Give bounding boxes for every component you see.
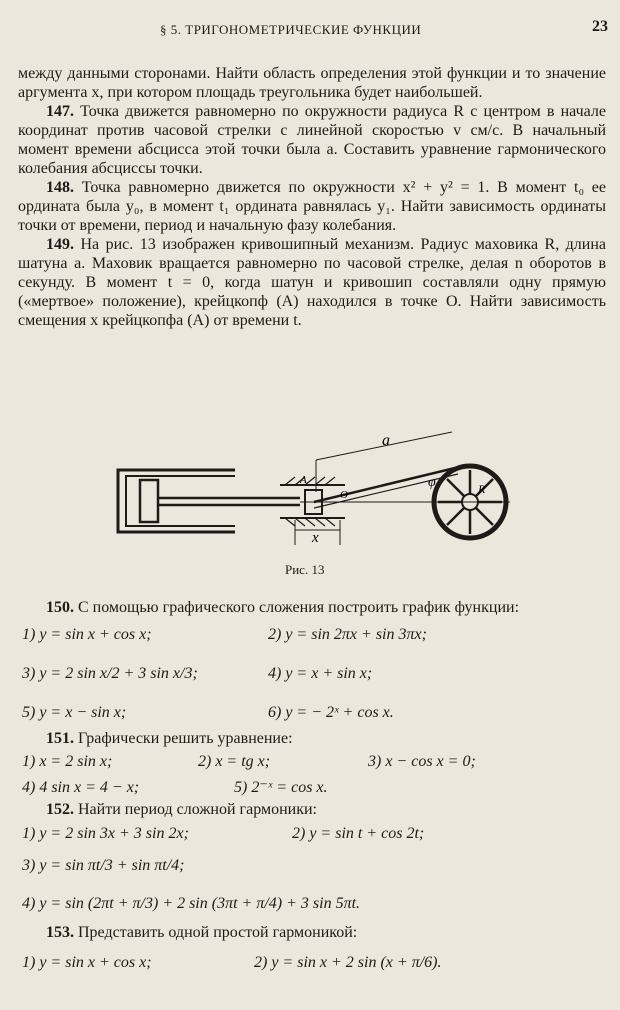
problem-text: Точка равномерно движется по окружности x² + y² = 1. В момент t₀ ее ордината была y₀, в момент t₁ ордината равнялась y₁. Найти зависимость ординаты точки от времени, период и начальную фазу колебания. (18, 179, 606, 234)
problem-text: Графически решить уравнение: (78, 730, 293, 747)
item-row (18, 651, 608, 695)
label-R: R (478, 482, 486, 496)
problem-147 (18, 102, 606, 178)
problem-text: Точка движется равномерно по окружности радиуса R с центром в начале координат против часовой стрелки с линейной скоростью v см/с. В начальный момент времени абсцисса этой точки была a. Составить уравнение гармонического колебания абсциссы точки. (18, 103, 607, 177)
problem-151 (18, 729, 608, 748)
problem-number: 148. (46, 179, 74, 196)
formula-item: 2) y = sin t + cos 2t; (292, 824, 425, 842)
item-row (18, 883, 608, 923)
formula-item: 5) 2⁻ˣ = cos x. (234, 778, 328, 796)
formula-item: 2) y = sin x + 2 sin (x + π/6). (254, 953, 442, 971)
problem-number: 151. (46, 730, 74, 747)
label-A: A (300, 474, 307, 486)
item-row (18, 942, 608, 982)
formula-item: 1) y = sin x + cos x; (22, 953, 152, 971)
label-O: O (340, 489, 348, 501)
problem-text: На рис. 13 изображен кривошипный механизм. Радиус маховика R, длина шатуна a. Маховик вращается равномерно по часовой стрелке, делая n оборотов в секунду. В момент t = 0, когда шатун и кривошип составляли одну прямую («мертвое» положение), крейцкопф (A) находился в точке O. Найти зависимость смещения x крейцкопфа (A) от времени t. (18, 236, 607, 329)
problem-153 (18, 923, 608, 942)
item-row (18, 695, 608, 729)
figure-caption: Рис. 13 (285, 562, 325, 577)
problem-text: Найти период сложной гармоники: (78, 801, 317, 818)
intro-paragraph: между данными сторонами. Найти область определения этой функции и то значение аргумента x, при котором площадь треугольника будет наибольшей. (18, 65, 606, 101)
problem-number: 153. (46, 924, 74, 941)
formula-item: 3) y = sin πt/3 + sin πt/4; (22, 856, 185, 874)
label-a: a (382, 432, 390, 449)
formula-item: 3) x − cos x = 0; (368, 752, 476, 770)
item-row (18, 748, 608, 774)
problem-number: 149. (46, 236, 74, 253)
section-title: § 5. ТРИГОНОМЕТРИЧЕСКИЕ ФУНКЦИИ (160, 22, 422, 37)
formula-item: 6) y = − 2ˣ + cos x. (268, 703, 394, 721)
problem-149 (18, 235, 606, 330)
problem-150 (18, 598, 608, 617)
formula-item: 1) y = sin x + cos x; (22, 625, 152, 643)
formula-item: 2) y = sin 2πx + sin 3πx; (268, 625, 427, 643)
crank-mechanism-figure (100, 430, 520, 580)
item-row (18, 847, 608, 883)
running-header (0, 18, 620, 42)
problem-text-block (18, 64, 606, 330)
formula-item: 1) x = 2 sin x; (22, 752, 113, 770)
formula-item: 3) y = 2 sin x/2 + 3 sin x/3; (22, 664, 198, 682)
page-number: 23 (592, 18, 608, 35)
exercises-block (18, 598, 608, 982)
item-row (18, 774, 608, 800)
problem-number: 150. (46, 599, 74, 616)
label-x: x (312, 530, 319, 546)
problem-text: С помощью графического сложения построить график функции: (78, 599, 520, 616)
problem-152 (18, 800, 608, 819)
formula-item: 4) y = sin (2πt + π/3) + 2 sin (3πt + π/4) + 3 sin 5πt. (22, 894, 361, 912)
problem-148 (18, 178, 606, 235)
item-row (18, 819, 608, 847)
problem-number: 152. (46, 801, 74, 818)
formula-item: 2) x = tg x; (198, 752, 271, 770)
item-row (18, 617, 608, 651)
formula-item: 4) 4 sin x = 4 − x; (22, 778, 140, 796)
problem-text: Представить одной простой гармоникой: (78, 924, 358, 941)
formula-item: 4) y = x + sin x; (268, 664, 373, 682)
formula-item: 1) y = 2 sin 3x + 3 sin 2x; (22, 824, 189, 842)
formula-item: 5) y = x − sin x; (22, 703, 127, 721)
label-phi: φ (428, 475, 436, 490)
problem-number: 147. (46, 103, 74, 120)
